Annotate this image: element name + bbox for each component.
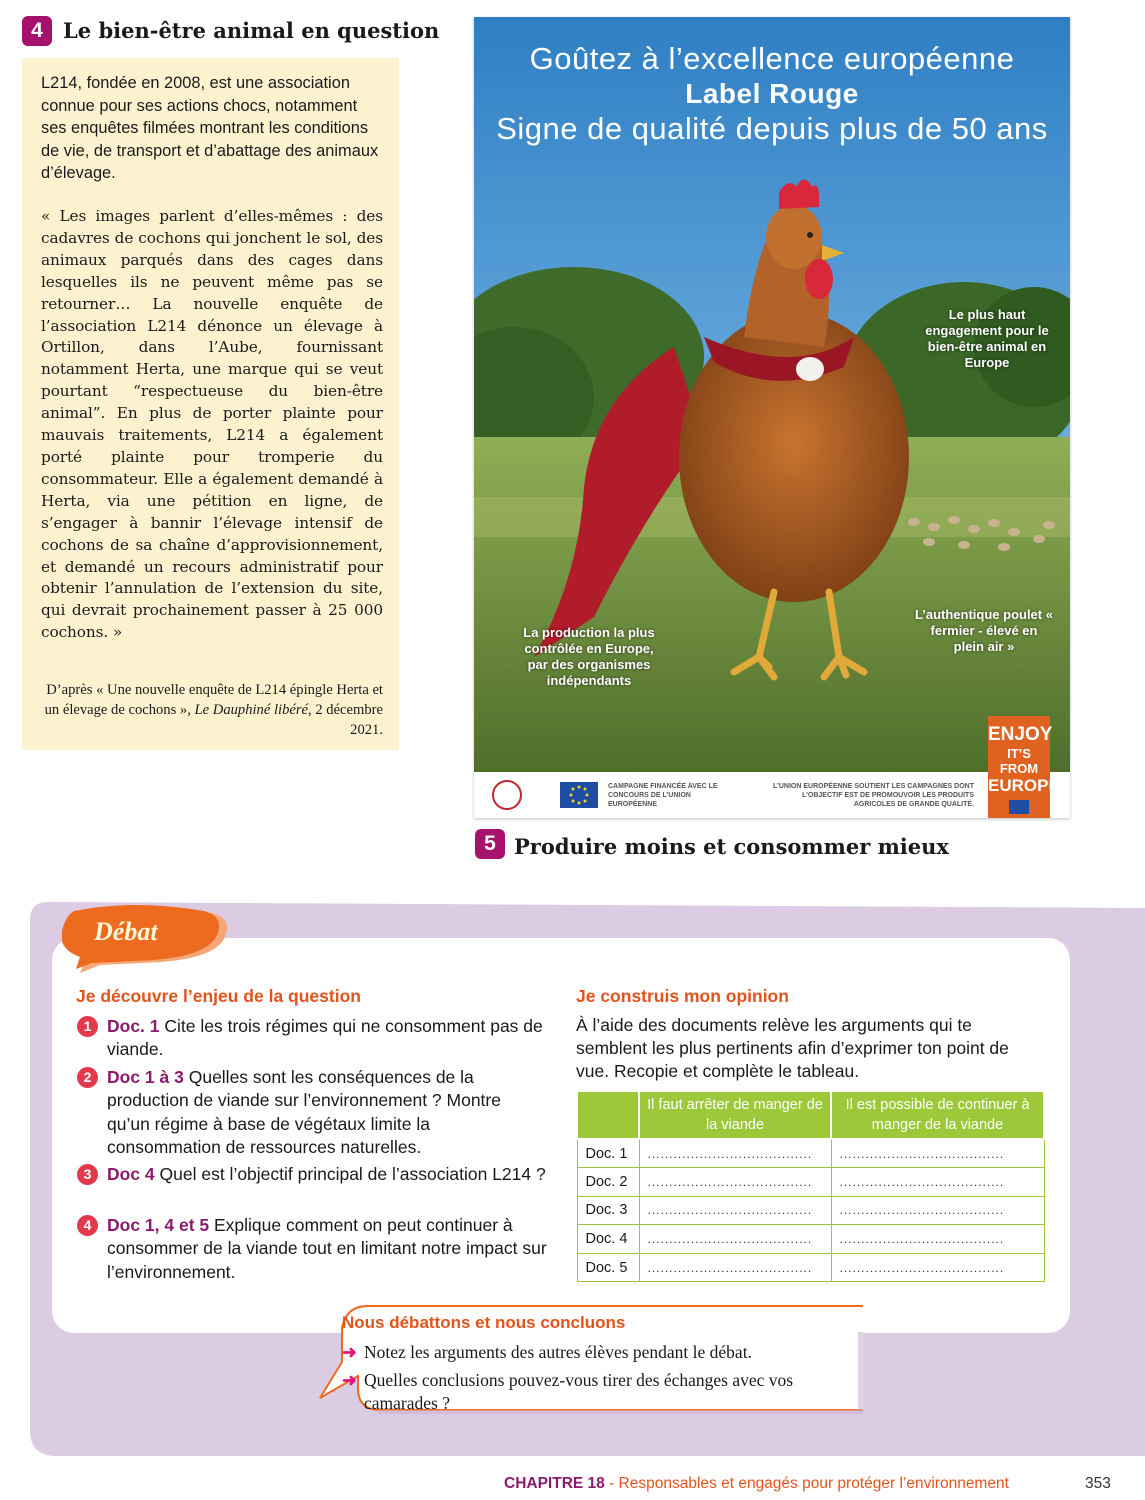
table-corner bbox=[577, 1091, 639, 1139]
doc4-intro: L214, fondée en 2008, est une association connue pour ses actions chocs, notamment ses enquêtes filmées montrant les conditions de vie, de transport et d’abattage des animaux d’élevage. bbox=[41, 74, 379, 183]
eu-campaign-text: CAMPAGNE FINANCÉE AVEC LE CONCOURS DE L’UNION EUROPÉENNE bbox=[608, 783, 718, 808]
table-cell-continue: ...................................... bbox=[831, 1225, 1044, 1254]
page-number: 353 bbox=[1085, 1475, 1111, 1492]
poster-caption-welfare: Le plus haut engagement pour le bien-être animal en Europe bbox=[925, 307, 1049, 370]
question-1 bbox=[77, 1015, 547, 1062]
question-2-text: Quelles sont les conséquences de la production de viande sur l’environnement ? Montre qu’un régime à base de végétaux limite la consommation de ressources naturelles. bbox=[107, 1067, 501, 1157]
question-4 bbox=[77, 1214, 547, 1284]
enjoy-eu-flag-icon bbox=[1009, 800, 1029, 814]
conclude-item-1: ➜ Notez les arguments des autres élèves pendant le débat. bbox=[342, 1342, 752, 1362]
discover-heading: Je découvre l’enjeu de la question bbox=[76, 986, 361, 1006]
opinion-table bbox=[576, 1090, 1045, 1282]
poster-line1: Goûtez à l’excellence européenne bbox=[529, 41, 1015, 76]
eu-flag-icon bbox=[560, 782, 598, 808]
table-header-continue: Il est possible de continuer à manger de la viande bbox=[831, 1091, 1044, 1139]
table-cell-continue: ...................................... bbox=[831, 1168, 1044, 1197]
table-row bbox=[577, 1139, 1044, 1168]
table-row-label: Doc. 3 bbox=[577, 1196, 639, 1225]
question-1-number: 1 bbox=[77, 1016, 98, 1037]
chapter-title: - Responsables et engagés pour protéger l’environnement bbox=[604, 1475, 1009, 1492]
doc5-title: Produire moins et consommer mieux bbox=[514, 834, 949, 859]
opinion-instructions: À l’aide des documents relève les arguments qui te semblent les plus pertinents afin d’exprimer ton point de vue. Recopie et complète le tableau. bbox=[576, 1015, 1009, 1081]
arrow-right-icon: ➜ bbox=[342, 1370, 357, 1390]
table-row bbox=[577, 1225, 1044, 1254]
table-row bbox=[577, 1253, 1044, 1282]
table-cell-stop: ...................................... bbox=[639, 1253, 831, 1282]
question-3-text: Quel est l’objectif principal de l’association L214 ? bbox=[154, 1164, 546, 1184]
question-3-number: 3 bbox=[77, 1164, 98, 1185]
table-row bbox=[577, 1196, 1044, 1225]
table-row-label: Doc. 1 bbox=[577, 1139, 639, 1168]
opinion-heading: Je construis mon opinion bbox=[576, 986, 789, 1006]
doc4-quote: « Les images parlent d’elles-mêmes : des cadavres de cochons qui jonchent le sol, des animaux parqués dans des cages dans lesquelles ils ne peuvent même pas se retourner… La nouvelle enquête de l’association L214 dénonce un élevage à Ortillon, dans l’Aube, fournissant notamment Herta, une marque qui se veut pourtant “respectueuse du bien-être animal”. En plus de porter plainte pour mauvais traitements, L214 a également porté plainte pour tromperie du consommateur. Elle a également demandé à Herta, via une pétition en ligne, de s’engager à bannir l’élevage intensif de cochons de sa chaîne d’approvisionnement, et demandé un recours administratif pour obtenir l’annulation de l’extension du site, qui devrait prochainement passer à 25 000 cochons. » bbox=[41, 207, 383, 642]
table-cell-continue: ...................................... bbox=[831, 1196, 1044, 1225]
question-4-text: Explique comment on peut continuer à consommer de la viande tout en limitant notre impact sur l’environnement. bbox=[107, 1215, 547, 1282]
doc4-number-badge: 4 bbox=[22, 16, 52, 46]
table-row-label: Doc. 5 bbox=[577, 1253, 639, 1282]
label-rouge-poster bbox=[474, 17, 1070, 818]
label-rouge-logo bbox=[492, 780, 522, 810]
question-1-ref: Doc. 1 bbox=[107, 1016, 160, 1036]
table-row bbox=[577, 1168, 1044, 1197]
enjoy-line2: IT’S FROM bbox=[999, 746, 1039, 776]
table-cell-stop: ...................................... bbox=[639, 1168, 831, 1197]
enjoy-line1: ENJOY bbox=[988, 724, 1053, 745]
question-4-ref: Doc 1, 4 et 5 bbox=[107, 1215, 210, 1235]
question-2-ref: Doc 1 à 3 bbox=[107, 1067, 184, 1087]
poster-line2: Label Rouge bbox=[685, 78, 859, 109]
eu-support-text: L’UNION EUROPÉENNE SOUTIENT LES CAMPAGNES DONT L’OBJECTIF EST DE PROMOUVOIR LES PRODUITS AGRICOLES DE GRANDE QUALITÉ. bbox=[773, 783, 974, 808]
question-2 bbox=[77, 1066, 547, 1159]
conclude-item-2: ➜ Quelles conclusions pouvez-vous tirer des échanges avec vos camarades ? bbox=[342, 1370, 794, 1413]
question-1-text: Cite les trois régimes qui ne consomment pas de viande. bbox=[107, 1016, 543, 1060]
enjoy-europe-logo bbox=[988, 716, 1060, 818]
poster-caption-control: La production la plus contrôlée en Europe, par des organismes indépendants bbox=[523, 625, 655, 688]
question-3-ref: Doc 4 bbox=[107, 1164, 155, 1184]
table-cell-continue: ...................................... bbox=[831, 1253, 1044, 1282]
doc4-source: D’après « Une nouvelle enquête de L214 épingle Herta et un élevage de cochons », Le Dauphiné libéré, 2 décembre 2021. bbox=[44, 682, 383, 738]
table-cell-stop: ...................................... bbox=[639, 1196, 831, 1225]
poster-caption-fermier: L’authentique poulet « fermier - élevé en plein air » bbox=[915, 607, 1053, 654]
doc5-number-badge: 5 bbox=[475, 829, 505, 859]
poster-footer bbox=[474, 772, 1070, 818]
question-3 bbox=[77, 1163, 547, 1186]
table-header-stop: Il faut arrêter de manger de la viande bbox=[639, 1091, 831, 1139]
poster-headline bbox=[474, 41, 1070, 146]
question-2-number: 2 bbox=[77, 1067, 98, 1088]
debate-label: Débat bbox=[94, 917, 158, 946]
chapter-number: CHAPITRE 18 bbox=[504, 1475, 605, 1492]
chapter-footer bbox=[504, 1475, 1009, 1493]
poster-line3: Signe de qualité depuis plus de 50 ans bbox=[496, 111, 1048, 146]
enjoy-line3: EUROPE bbox=[988, 776, 1060, 795]
table-cell-continue: ...................................... bbox=[831, 1139, 1044, 1168]
question-4-number: 4 bbox=[77, 1215, 98, 1236]
conclude-heading: Nous débattons et nous concluons bbox=[342, 1313, 626, 1332]
arrow-right-icon: ➜ bbox=[342, 1342, 357, 1362]
table-cell-stop: ...................................... bbox=[639, 1139, 831, 1168]
table-cell-stop: ...................................... bbox=[639, 1225, 831, 1254]
doc4-title: Le bien-être animal en question bbox=[63, 18, 440, 43]
table-row-label: Doc. 4 bbox=[577, 1225, 639, 1254]
table-row-label: Doc. 2 bbox=[577, 1168, 639, 1197]
